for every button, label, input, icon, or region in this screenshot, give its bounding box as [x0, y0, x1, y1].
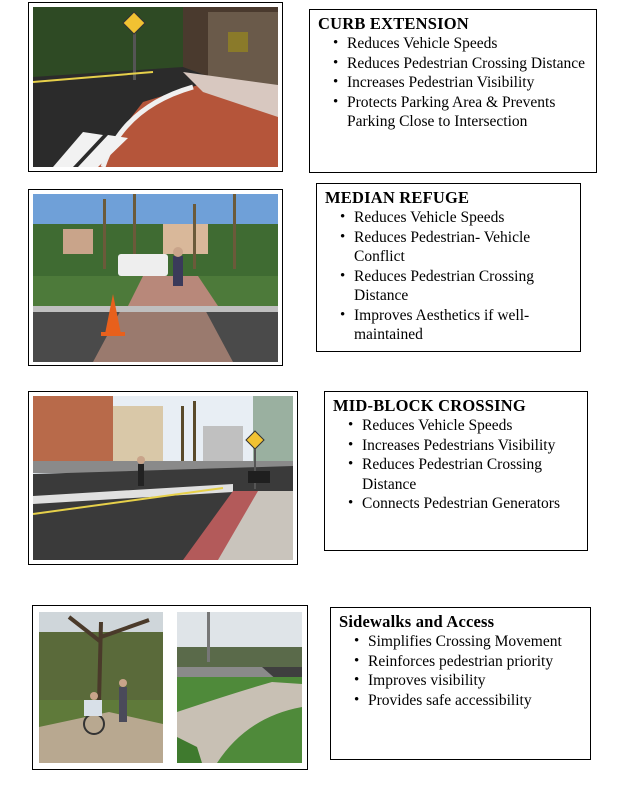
curb-extension-bullet-list [318, 34, 592, 132]
list-item: • Reduces Pedestrian Crossing Distance [348, 455, 583, 494]
sidewalks-access-bullet-list [339, 632, 586, 710]
list-item: • Improves Aesthetics if well-maintained [340, 306, 576, 345]
curb-extension-box [309, 9, 597, 173]
mid-block-crossing-photo-frame [28, 391, 298, 565]
list-item: • Simplifies Crossing Movement [354, 632, 586, 652]
sidewalk-path-photo [177, 612, 302, 763]
curb-extension-title: CURB EXTENSION [318, 14, 469, 33]
curb-extension-photo-frame [28, 2, 283, 172]
sidewalks-access-box [330, 607, 591, 760]
sidewalk-wheelchair-photo [39, 612, 163, 763]
median-refuge-photo-frame [28, 189, 283, 366]
sidewalks-photo-frame [32, 605, 308, 770]
list-item: • Reduces Vehicle Speeds [333, 34, 592, 54]
list-item: • Reinforces pedestrian priority [354, 652, 586, 672]
list-item: • Improves visibility [354, 671, 586, 691]
list-item: • Reduces Pedestrian Crossing Distance [340, 267, 576, 306]
median-refuge-bullet-list [325, 208, 576, 345]
mid-block-crossing-box [324, 391, 588, 551]
median-refuge-title: MEDIAN REFUGE [325, 188, 470, 207]
list-item: • Reduces Pedestrian Crossing Distance [333, 54, 592, 74]
list-item: • Protects Parking Area & Prevents Parking Close to Intersection [333, 93, 592, 132]
list-item: • Increases Pedestrian Visibility [333, 73, 592, 93]
median-refuge-box [316, 183, 581, 352]
list-item: • Reduces Vehicle Speeds [340, 208, 576, 228]
list-item: • Reduces Pedestrian- Vehicle Conflict [340, 228, 576, 267]
list-item: • Provides safe accessibility [354, 691, 586, 711]
median-refuge-photo [33, 194, 278, 362]
sidewalks-access-title: Sidewalks and Access [339, 612, 495, 631]
curb-extension-photo [33, 7, 278, 167]
mid-block-crossing-title: MID-BLOCK CROSSING [333, 396, 526, 415]
list-item: • Increases Pedestrians Visibility [348, 436, 583, 456]
list-item: • Connects Pedestrian Generators [348, 494, 583, 514]
mid-block-crossing-photo [33, 396, 293, 560]
list-item: • Reduces Vehicle Speeds [348, 416, 583, 436]
mid-block-crossing-bullet-list [333, 416, 583, 514]
